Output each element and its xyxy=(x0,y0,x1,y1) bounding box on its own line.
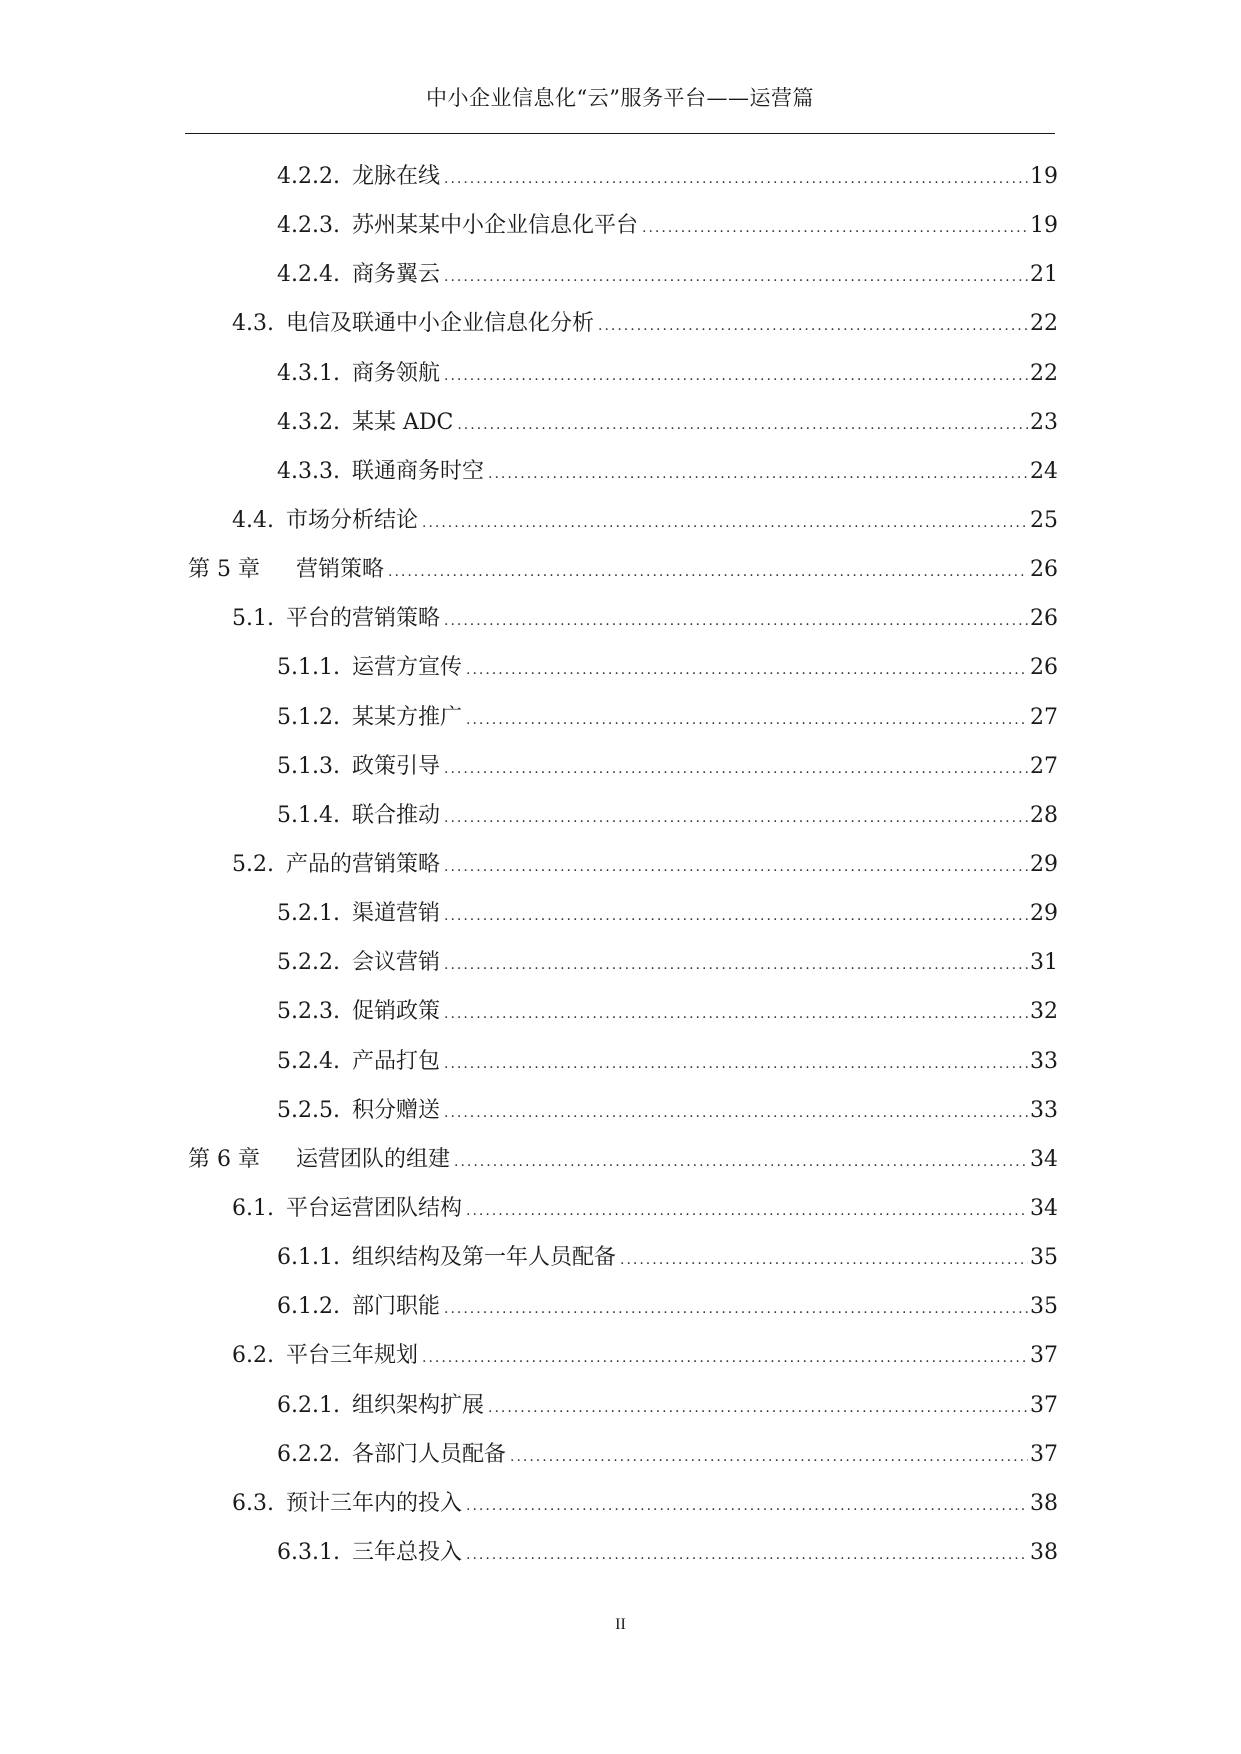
toc-entry[interactable] xyxy=(185,1233,1058,1282)
toc-entry-title: 平台运营团队结构 xyxy=(285,1195,462,1221)
toc-entry[interactable] xyxy=(185,889,1058,938)
toc-entry[interactable] xyxy=(185,643,1058,692)
toc-dot-leader xyxy=(620,1236,1028,1285)
toc-entry[interactable] xyxy=(185,938,1058,987)
toc-dot-leader xyxy=(466,1531,1028,1580)
toc-entry-title: 电信及联通中小企业信息化分析 xyxy=(285,311,594,337)
toc-dot-leader xyxy=(444,1285,1028,1334)
toc-entry[interactable] xyxy=(185,1184,1058,1233)
toc-entry-title: 商务翼云 xyxy=(351,262,440,288)
toc-dot-leader xyxy=(444,1089,1028,1138)
toc-entry-title: 渠道营销 xyxy=(351,901,440,927)
toc-entry-number: 第 5 章 xyxy=(188,557,260,583)
toc-entry-number: 5.1.1. xyxy=(277,655,340,681)
toc-entry-number: 5.2.1. xyxy=(277,901,340,927)
toc-entry-page: 33 xyxy=(1030,1048,1058,1074)
toc-dot-leader xyxy=(466,1187,1028,1236)
toc-entry-title: 龙脉在线 xyxy=(351,164,440,189)
toc-entry[interactable] xyxy=(185,742,1058,791)
toc-entry[interactable] xyxy=(185,840,1058,889)
toc-entry-page: 34 xyxy=(1030,1195,1058,1221)
toc-dot-leader xyxy=(642,204,1028,253)
toc-entry[interactable] xyxy=(185,987,1058,1036)
toc-entry-number: 4.3.3. xyxy=(277,458,340,484)
toc-entry-page: 31 xyxy=(1030,950,1058,976)
page-header: 中小企业信息化“云”服务平台——运营篇 xyxy=(426,86,814,110)
toc-entry-title: 促销政策 xyxy=(351,999,440,1025)
toc-dot-leader xyxy=(488,450,1028,499)
toc-entry-page: 26 xyxy=(1030,557,1058,583)
toc-entry-page: 29 xyxy=(1030,901,1058,927)
toc-dot-leader xyxy=(422,499,1028,548)
toc-entry-number: 4.3.1. xyxy=(277,360,340,386)
toc-entry-page: 37 xyxy=(1030,1441,1058,1467)
toc-entry-page: 37 xyxy=(1030,1343,1058,1369)
toc-entry[interactable] xyxy=(185,299,1058,348)
toc-dot-leader xyxy=(444,941,1028,990)
toc-entry-number: 6.3. xyxy=(232,1490,274,1516)
toc-entry-number: 4.2.3. xyxy=(277,213,340,239)
toc-entry-title: 联合推动 xyxy=(351,802,440,828)
toc-dot-leader xyxy=(388,548,1028,597)
toc-entry-page: 38 xyxy=(1030,1490,1058,1516)
toc-entry-page: 21 xyxy=(1030,262,1058,288)
table-of-contents xyxy=(185,152,1058,1577)
toc-entry-page: 35 xyxy=(1030,1245,1058,1271)
toc-dot-leader xyxy=(444,892,1028,941)
toc-dot-leader xyxy=(466,646,1028,695)
toc-entry[interactable] xyxy=(185,398,1058,447)
toc-entry-number: 6.2.2. xyxy=(277,1441,340,1467)
toc-entry-number: 6.2. xyxy=(232,1343,274,1369)
toc-entry-number: 5.2.2. xyxy=(277,950,340,976)
toc-entry-title: 市场分析结论 xyxy=(285,507,418,533)
toc-entry-title: 平台的营销策略 xyxy=(285,606,440,632)
toc-entry[interactable] xyxy=(185,1331,1058,1380)
toc-entry-title: 预计三年内的投入 xyxy=(285,1490,462,1516)
toc-entry-number: 5.2.4. xyxy=(277,1048,340,1074)
toc-entry-number: 6.2.1. xyxy=(277,1392,340,1418)
toc-dot-leader xyxy=(457,401,1028,450)
toc-entry[interactable] xyxy=(185,594,1058,643)
toc-entry-page: 34 xyxy=(1030,1146,1058,1172)
page-number: II xyxy=(615,1616,626,1633)
toc-entry-number: 5.2.5. xyxy=(277,1097,340,1123)
toc-entry-page: 38 xyxy=(1030,1539,1058,1565)
toc-entry-title: 运营方宣传 xyxy=(351,655,462,681)
toc-dot-leader xyxy=(444,597,1028,646)
toc-entry-page: 35 xyxy=(1030,1294,1058,1320)
toc-entry-page: 22 xyxy=(1030,360,1058,386)
toc-entry-number: 4.2.4. xyxy=(277,262,340,288)
toc-entry-title: 运营团队的组建 xyxy=(295,1146,450,1172)
toc-entry[interactable] xyxy=(185,1135,1058,1184)
toc-entry-title: 营销策略 xyxy=(295,557,384,583)
toc-entry-number: 4.2.2. xyxy=(277,164,340,189)
toc-entry-number: 6.1.2. xyxy=(277,1294,340,1320)
toc-dot-leader xyxy=(444,352,1028,401)
toc-entry-page: 37 xyxy=(1030,1392,1058,1418)
toc-entry[interactable] xyxy=(185,1282,1058,1331)
toc-entry[interactable] xyxy=(185,201,1058,250)
toc-entry-page: 19 xyxy=(1030,164,1058,189)
toc-dot-leader xyxy=(510,1433,1028,1482)
toc-entry-number: 5.2.3. xyxy=(277,999,340,1025)
toc-entry[interactable] xyxy=(185,1430,1058,1479)
toc-dot-leader xyxy=(444,843,1028,892)
toc-entry-number: 4.3.2. xyxy=(277,409,340,435)
toc-dot-leader xyxy=(488,1384,1028,1433)
toc-dot-leader xyxy=(422,1334,1028,1383)
toc-entry-page: 23 xyxy=(1030,409,1058,435)
toc-entry[interactable] xyxy=(185,496,1058,545)
toc-entry[interactable] xyxy=(185,1479,1058,1528)
toc-entry-title: 平台三年规划 xyxy=(285,1343,418,1369)
toc-entry-number: 5.1. xyxy=(232,606,274,632)
toc-entry-number: 5.1.4. xyxy=(277,802,340,828)
toc-entry-page: 22 xyxy=(1030,311,1058,337)
toc-entry-title: 各部门人员配备 xyxy=(351,1441,506,1467)
toc-entry-page: 25 xyxy=(1030,507,1058,533)
toc-entry-title: 某某方推广 xyxy=(351,704,462,730)
header-divider xyxy=(185,133,1055,134)
toc-dot-leader xyxy=(444,990,1028,1039)
toc-entry-page: 28 xyxy=(1030,802,1058,828)
toc-entry-number: 6.1.1. xyxy=(277,1245,340,1271)
toc-dot-leader xyxy=(444,745,1028,794)
toc-entry-title: 某某 ADC xyxy=(351,409,454,435)
toc-entry[interactable] xyxy=(185,791,1058,840)
toc-entry-title: 联通商务时空 xyxy=(351,458,484,484)
toc-entry-number: 4.4. xyxy=(232,507,274,533)
toc-entry-title: 组织架构扩展 xyxy=(351,1392,484,1418)
toc-entry[interactable] xyxy=(185,693,1058,742)
toc-entry[interactable] xyxy=(185,250,1058,299)
toc-dot-leader xyxy=(444,253,1028,302)
toc-entry-page: 24 xyxy=(1030,458,1058,484)
toc-dot-leader xyxy=(466,1482,1028,1531)
toc-dot-leader xyxy=(466,696,1028,745)
toc-entry-title: 积分赠送 xyxy=(351,1097,440,1123)
toc-entry-title: 产品打包 xyxy=(351,1048,440,1074)
toc-entry-page: 26 xyxy=(1030,606,1058,632)
toc-entry-title: 苏州某某中小企业信息化平台 xyxy=(351,213,638,239)
toc-entry-page: 27 xyxy=(1030,753,1058,779)
toc-entry-number: 第 6 章 xyxy=(188,1146,260,1172)
toc-entry-title: 产品的营销策略 xyxy=(285,851,440,877)
toc-entry-page: 29 xyxy=(1030,851,1058,877)
toc-entry[interactable] xyxy=(185,349,1058,398)
toc-entry-title: 组织结构及第一年人员配备 xyxy=(351,1245,616,1271)
toc-entry[interactable] xyxy=(185,1528,1058,1577)
toc-entry-title: 部门职能 xyxy=(351,1294,440,1320)
toc-dot-leader xyxy=(598,302,1028,351)
toc-entry-number: 6.1. xyxy=(232,1195,274,1221)
toc-dot-leader xyxy=(444,155,1028,204)
toc-entry-page: 32 xyxy=(1030,999,1058,1025)
toc-dot-leader xyxy=(454,1138,1028,1187)
toc-entry-title: 三年总投入 xyxy=(351,1539,462,1565)
toc-entry-title: 政策引导 xyxy=(351,753,440,779)
toc-entry-number: 4.3. xyxy=(232,311,274,337)
toc-entry-number: 5.1.2. xyxy=(277,704,340,730)
toc-entry-page: 26 xyxy=(1030,655,1058,681)
toc-dot-leader xyxy=(444,1040,1028,1089)
toc-entry[interactable] xyxy=(185,447,1058,496)
toc-entry[interactable] xyxy=(185,1086,1058,1135)
toc-entry-title: 会议营销 xyxy=(351,950,440,976)
toc-entry[interactable] xyxy=(185,545,1058,594)
toc-entry[interactable] xyxy=(185,152,1058,201)
toc-entry-page: 33 xyxy=(1030,1097,1058,1123)
toc-entry[interactable] xyxy=(185,1037,1058,1086)
toc-entry-number: 5.1.3. xyxy=(277,753,340,779)
toc-entry-number: 6.3.1. xyxy=(277,1539,340,1565)
toc-entry-title: 商务领航 xyxy=(351,360,440,386)
toc-entry-page: 19 xyxy=(1030,213,1058,239)
toc-entry[interactable] xyxy=(185,1381,1058,1430)
toc-dot-leader xyxy=(444,794,1028,843)
toc-entry-number: 5.2. xyxy=(232,851,274,877)
toc-entry-page: 27 xyxy=(1030,704,1058,730)
